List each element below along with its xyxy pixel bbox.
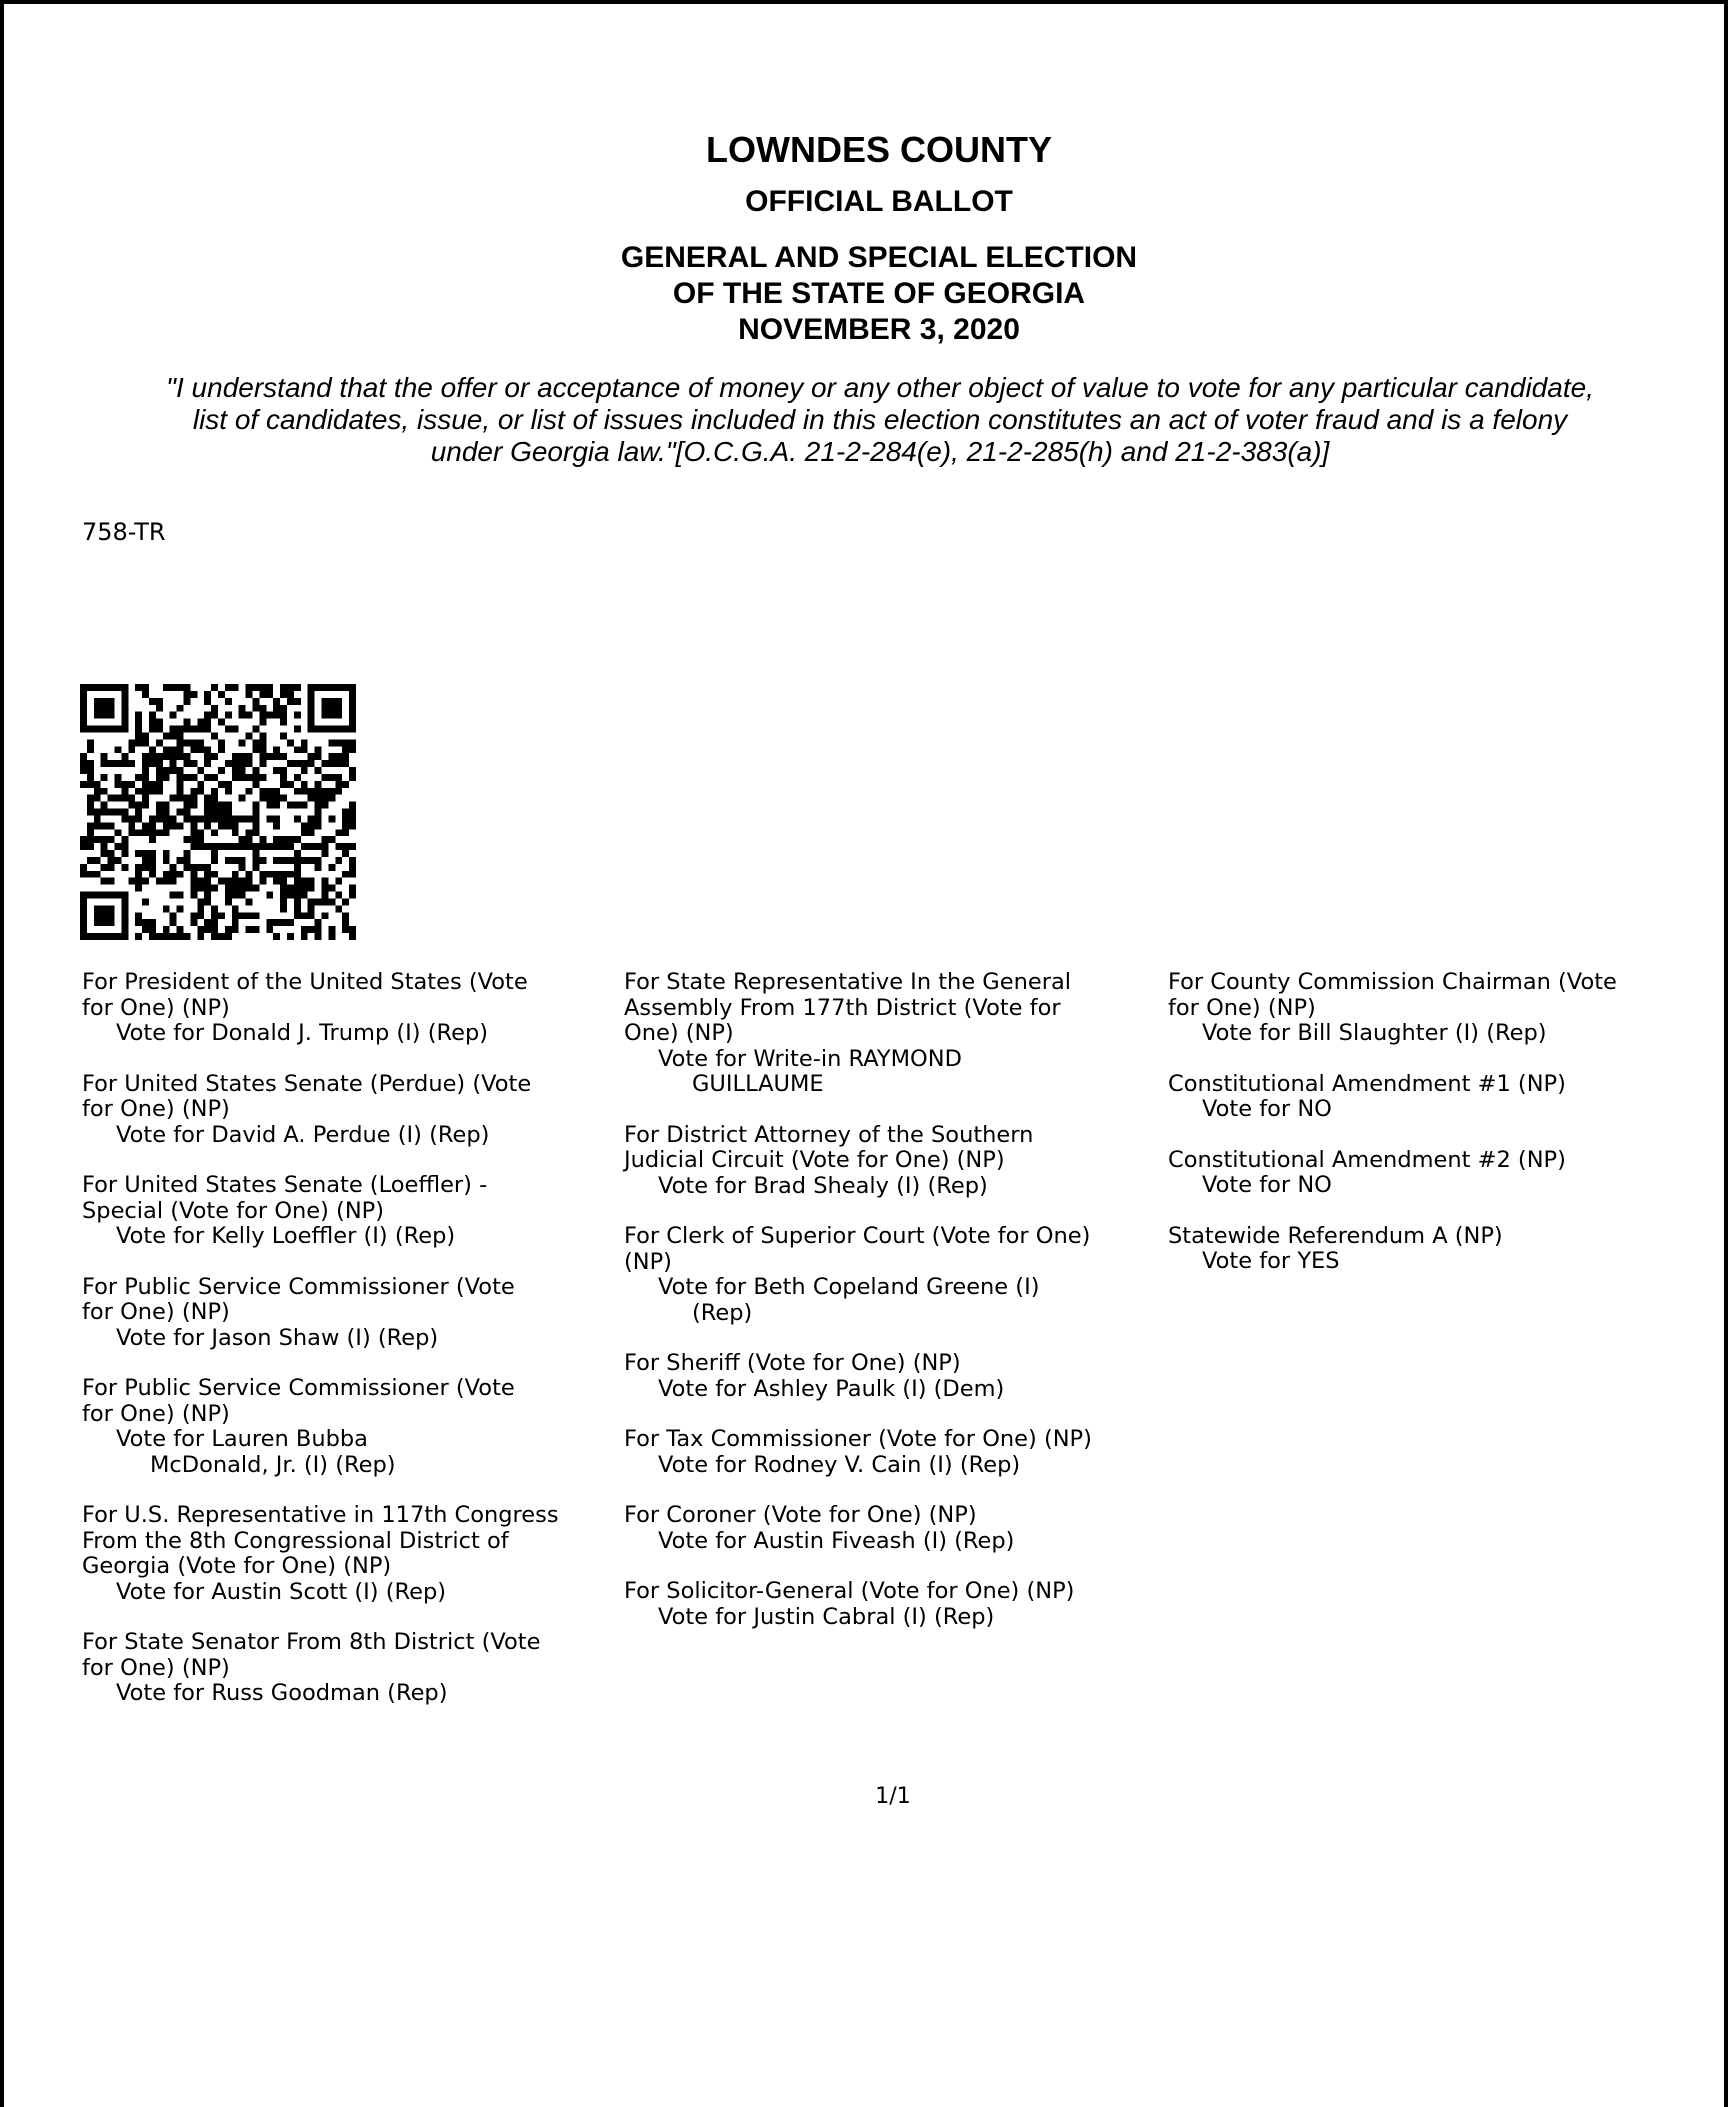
contest-title-line: For President of the United States (Vote — [82, 969, 528, 995]
contest-title-line: For County Commission Chairman (Vote — [1168, 969, 1617, 995]
qr-code-icon — [80, 684, 356, 940]
contest-title-line: For District Attorney of the Southern — [624, 1121, 1034, 1148]
contest-item — [82, 1376, 622, 1478]
ballot-style-id: 758-TR — [82, 518, 166, 546]
vote-selection-line: (Rep) — [692, 1299, 753, 1326]
notice-line-2: list of candidates, issue, or list of issues included in this election constitutes an act of voter fraud and is a felony — [192, 404, 1568, 435]
vote-selection-line: Vote for NO — [1202, 1096, 1332, 1122]
contests-column-2 — [624, 970, 1169, 1655]
contest-title-line: Assembly From 177th District (Vote for — [624, 994, 1061, 1021]
contest-item — [624, 970, 1169, 1098]
vote-selection-line: Vote for YES — [1202, 1248, 1340, 1274]
ballot-header — [0, 128, 1728, 348]
contest-item — [624, 1123, 1169, 1200]
contest-title-line: for One) (NP) — [82, 994, 230, 1021]
vote-selection-line: Vote for Austin Scott (I) (Rep) — [116, 1578, 447, 1605]
vote-selection-line: Vote for Russ Goodman (Rep) — [116, 1680, 448, 1706]
contest-title-line: For Clerk of Superior Court (Vote for One) — [624, 1223, 1091, 1249]
vote-selection-line: Vote for Justin Cabral (I) (Rep) — [658, 1603, 995, 1630]
contest-item — [82, 1072, 622, 1149]
contest-item — [1168, 970, 1718, 1047]
vote-selection-line: Vote for NO — [1202, 1172, 1332, 1198]
contest-title-line: For Tax Commissioner (Vote for One) (NP) — [624, 1426, 1092, 1452]
ballot-type: OFFICIAL BALLOT — [745, 185, 1013, 218]
contest-item — [1168, 1072, 1718, 1123]
contest-item — [82, 970, 622, 1047]
vote-selection-line: Vote for David A. Perdue (I) (Rep) — [116, 1121, 490, 1148]
contest-title-line: Judicial Circuit (Vote for One) (NP) — [624, 1147, 1005, 1173]
contest-item — [82, 1503, 622, 1605]
election-line-2: OF THE STATE OF GEORGIA — [672, 277, 1086, 310]
contest-title-line: Special (Vote for One) (NP) — [82, 1197, 385, 1224]
vote-selection-line: Vote for Beth Copeland Greene (I) — [658, 1274, 1040, 1300]
contest-item — [624, 1224, 1169, 1326]
vote-selection-line: Vote for Lauren Bubba — [116, 1426, 368, 1452]
vote-selection-line: Vote for Kelly Loeffler (I) (Rep) — [116, 1223, 456, 1249]
vote-selection-line: Vote for Ashley Paulk (I) (Dem) — [658, 1375, 1005, 1402]
election-date: NOVEMBER 3, 2020 — [738, 313, 1020, 346]
contest-title-line: (NP) — [624, 1248, 672, 1275]
vote-selection-line: Vote for Austin Fiveash (I) (Rep) — [658, 1527, 1015, 1554]
contests-column-1 — [82, 970, 622, 1732]
contest-title-line: for One) (NP) — [82, 1096, 230, 1122]
notice-line-3: under Georgia law."[O.C.G.A. 21-2-284(e), 21-2-285(h) and 21-2-383(a)] — [430, 436, 1330, 467]
vote-selection-line: Vote for Jason Shaw (I) (Rep) — [116, 1324, 439, 1351]
contest-item — [624, 1579, 1169, 1630]
contest-title-line: For Public Service Commissioner (Vote — [82, 1375, 515, 1401]
contest-title-line: For Solicitor-General (Vote for One) (NP) — [624, 1578, 1075, 1604]
contest-title-line: for One) (NP) — [82, 1400, 230, 1427]
contest-item — [624, 1351, 1169, 1402]
county-title: LOWNDES COUNTY — [706, 129, 1052, 170]
contest-title-line: Constitutional Amendment #2 (NP) — [1168, 1146, 1566, 1173]
contest-title-line: For Coroner (Vote for One) (NP) — [624, 1502, 977, 1528]
contest-title-line: for One) (NP) — [1168, 994, 1316, 1021]
vote-selection-line: Vote for Write-in RAYMOND — [658, 1045, 962, 1072]
vote-selection-line: Vote for Bill Slaughter (I) (Rep) — [1202, 1020, 1547, 1046]
vote-selection-line: GUILLAUME — [692, 1071, 824, 1097]
page-number: 1/1 — [875, 1784, 911, 1809]
contest-title-line: for One) (NP) — [82, 1299, 230, 1325]
contest-title-line: For Public Service Commissioner (Vote — [82, 1273, 515, 1300]
contest-title-line: From the 8th Congressional District of — [82, 1527, 509, 1554]
voter-fraud-notice — [60, 372, 1700, 468]
vote-selection-line: Vote for Brad Shealy (I) (Rep) — [658, 1172, 988, 1199]
contest-title-line: Constitutional Amendment #1 (NP) — [1168, 1070, 1566, 1097]
contest-title-line: Georgia (Vote for One) (NP) — [82, 1553, 392, 1579]
vote-selection-line: Vote for Donald J. Trump (I) (Rep) — [116, 1020, 489, 1046]
contest-item — [82, 1275, 622, 1352]
vote-selection-line: McDonald, Jr. (I) (Rep) — [150, 1451, 396, 1478]
contest-item — [624, 1427, 1169, 1478]
page-border-top — [0, 0, 1728, 4]
contest-title-line: For State Representative In the General — [624, 969, 1071, 995]
notice-line-1: "I understand that the offer or acceptance of money or any other object of value to vote for any particular candidate, — [166, 372, 1594, 403]
contest-title-line: For Sheriff (Vote for One) (NP) — [624, 1350, 961, 1376]
contest-title-line: For United States Senate (Perdue) (Vote — [82, 1070, 532, 1097]
contest-title-line: for One) (NP) — [82, 1654, 230, 1681]
contest-title-line: For State Senator From 8th District (Vote — [82, 1629, 541, 1655]
contest-title-line: For U.S. Representative in 117th Congress — [82, 1502, 559, 1528]
contest-title-line: One) (NP) — [624, 1020, 734, 1046]
contest-item — [82, 1630, 622, 1707]
vote-selection-line: Vote for Rodney V. Cain (I) (Rep) — [658, 1451, 1021, 1478]
contest-item — [82, 1173, 622, 1250]
contests-column-3 — [1168, 970, 1718, 1300]
contest-item — [624, 1503, 1169, 1554]
contest-title-line: Statewide Referendum A (NP) — [1168, 1222, 1503, 1249]
contest-title-line: For United States Senate (Loeffler) - — [82, 1172, 488, 1198]
election-line-1: GENERAL AND SPECIAL ELECTION — [620, 241, 1138, 274]
contest-item — [1168, 1148, 1718, 1199]
contest-item — [1168, 1224, 1718, 1275]
